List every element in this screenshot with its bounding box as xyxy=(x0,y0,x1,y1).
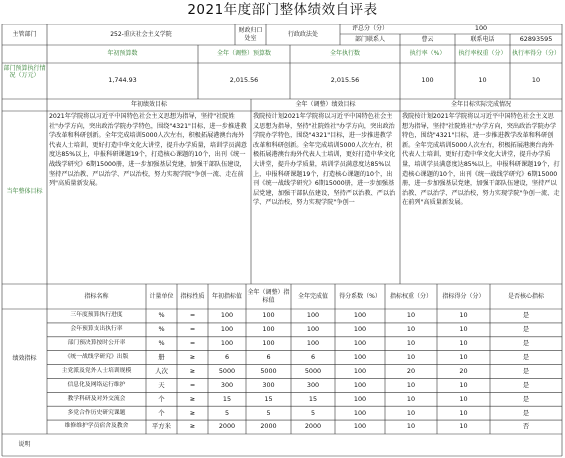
indicator-value: 100 xyxy=(306,339,320,348)
indicator-value: % xyxy=(158,311,165,320)
goals-col-header: 年初绩效目标 xyxy=(130,101,167,109)
indicator-value: 10 xyxy=(459,325,468,334)
indicator-value: 10 xyxy=(459,422,468,431)
indicator-col-header: 得分系数（%） xyxy=(339,292,381,300)
indicator-value: 10 xyxy=(459,352,468,361)
indicator-value: 300 xyxy=(262,380,275,389)
indicator-value: 100 xyxy=(306,325,320,334)
indicator-value: 300 xyxy=(220,380,234,389)
indicator-value: 100 xyxy=(220,339,234,348)
indicator-value: 100 xyxy=(353,311,367,320)
indicator-col-header: 计量单位 xyxy=(149,292,174,300)
page-title: 2021年度部门整体绩效自评表 xyxy=(187,2,378,18)
indicator-value: 10 xyxy=(459,339,468,348)
indicator-value: 100 xyxy=(353,366,367,375)
indicator-value: 是 xyxy=(522,339,530,348)
indicator-value: 2000 xyxy=(304,422,322,431)
note-label: 说明 xyxy=(18,441,31,449)
indicator-value: 100 xyxy=(353,422,367,431)
indicator-value: 册 xyxy=(158,352,165,361)
indicator-value: 2000 xyxy=(260,422,277,431)
indicator-col-header: 全年完成值 xyxy=(297,292,328,300)
indicator-name: 会年预算支出执行率 xyxy=(70,326,123,333)
indicator-value: 10 xyxy=(459,380,468,389)
indicator-value: 10 xyxy=(406,422,416,431)
indicator-value: 2000 xyxy=(218,422,236,431)
indicator-value: 5 xyxy=(310,408,316,417)
indicator-value: 6 xyxy=(266,352,271,361)
indicator-value: % xyxy=(158,325,165,334)
indicator-value: 是 xyxy=(522,408,530,417)
indicator-value: 是 xyxy=(522,394,530,403)
phone-value: 62893595 xyxy=(519,34,553,43)
indicator-value: 5000 xyxy=(260,366,277,375)
indicator-value: 100 xyxy=(353,339,367,348)
indicator-value: 是 xyxy=(522,352,530,361)
indicator-value: 15 xyxy=(222,394,232,403)
indicator-value: 10 xyxy=(406,408,416,417)
budget-col-header: 执行率得分（分） xyxy=(511,50,560,58)
indicator-value: 是 xyxy=(522,311,530,320)
budget-value: 10 xyxy=(478,76,487,85)
indicator-name: 信息化及网络运行维护 xyxy=(67,381,126,388)
indicator-value: 10 xyxy=(406,311,416,320)
indicator-value: 6 xyxy=(310,352,316,361)
indicator-value: 10 xyxy=(406,352,416,361)
indicator-value: = xyxy=(189,311,196,320)
indicator-col-header: 是否核心指标 xyxy=(507,292,544,300)
indicator-value: 10 xyxy=(406,325,416,334)
goals-text: 我院按计划2021年学院将以习近平中国特色社会主义思想为指导，坚持"社院姓社"办学方向，突出政治学院办学特色，围绕"4321"目标，进一步推进教学改革和科研创新。全年完成培训5000人次左右，积极拓展港澳台海外代表人士培训，更好打造中华文化大讲堂，提升办学质量，培训学员满意度达85%以上，申报科研课题19个，打造核心课题的10个，出刊《统一战线学研究》6期15000册，进一步加强基层党建，加强干部队伍建设，坚持严以治教、严以治学、严以治校，努力实现学院"争创一 xyxy=(253,113,396,207)
indicator-value: 100 xyxy=(353,394,367,403)
indicator-value: 10 xyxy=(459,394,468,403)
indicator-value: 天 xyxy=(158,380,165,389)
dept-label: 主管部门 xyxy=(12,30,37,38)
budget-col-header: 执行率权重（分） xyxy=(458,50,507,58)
indicator-value: 10 xyxy=(459,408,468,417)
score-value: 100 xyxy=(474,24,488,33)
budget-value: 2,015.56 xyxy=(330,76,360,85)
goals-row-label: 当年整体目标 xyxy=(6,187,43,195)
budget-value: 1,744.93 xyxy=(108,76,137,85)
indicator-value: ≥ xyxy=(189,366,196,375)
indicator-value: 100 xyxy=(353,408,367,417)
score-label: 评总分（分） xyxy=(351,25,388,33)
budget-row-label: 部门预算执行情况（万元） xyxy=(3,64,46,79)
indicator-value: 10 xyxy=(406,394,416,403)
indicators-row-label: 绩效指标 xyxy=(12,355,37,363)
indicator-value: 个 xyxy=(158,394,165,403)
indicator-value: 100 xyxy=(262,311,275,320)
budget-value: 10 xyxy=(531,76,541,85)
finance-label: 财政归口处室 xyxy=(238,27,263,42)
indicator-col-header: 指标权重（分） xyxy=(389,292,432,300)
indicator-value: 300 xyxy=(306,380,320,389)
indicator-value: 是 xyxy=(522,325,530,334)
goals-col-header: 全年目标实际完成情况 xyxy=(450,101,511,109)
indicator-value: 100 xyxy=(306,311,320,320)
indicator-value: 5 xyxy=(224,408,230,417)
indicator-value: 否 xyxy=(522,422,530,431)
goals-col-header: 全年（调整）绩效目标 xyxy=(295,101,356,109)
indicator-value: 100 xyxy=(220,325,234,334)
indicator-value: 100 xyxy=(353,380,367,389)
indicator-value: 100 xyxy=(353,352,367,361)
phone-label: 联系电话 xyxy=(470,35,495,43)
indicator-col-header: 全年（调整）指标值 xyxy=(247,289,290,304)
indicator-name: 主党派及党外人士培训规模 xyxy=(61,367,132,374)
indicator-value: 10 xyxy=(406,380,416,389)
indicator-name: 部门预决算按时公开率 xyxy=(67,340,126,347)
indicator-value: 6 xyxy=(224,352,230,361)
indicator-value: ≥ xyxy=(189,394,196,403)
indicator-value: 100 xyxy=(262,325,275,334)
budget-col-header: 全年（调整）预算数 xyxy=(216,50,271,58)
indicator-value: 10 xyxy=(459,311,468,320)
budget-col-header: 执行率（%） xyxy=(409,50,446,58)
indicator-value: 是 xyxy=(522,366,530,375)
indicator-col-header: 指标得分（分） xyxy=(442,292,485,300)
budget-value: 2,015.56 xyxy=(229,76,259,85)
indicator-col-header: 指标名称 xyxy=(84,292,109,300)
indicator-value: 5000 xyxy=(218,366,236,375)
indicator-value: 15 xyxy=(308,394,318,403)
indicator-value: = xyxy=(189,380,196,389)
finance-value: 行政政法处 xyxy=(287,30,318,38)
evaluation-table xyxy=(0,24,565,458)
indicator-value: = xyxy=(189,325,196,334)
indicator-value: 5000 xyxy=(304,366,322,375)
dept-value: 252-重庆社会主义学院 xyxy=(110,30,172,38)
contact-label: 部门联系人 xyxy=(354,35,385,43)
indicator-value: = xyxy=(189,339,196,348)
indicator-col-header: 年初指标值 xyxy=(211,292,242,300)
indicator-name: 多党合作历史研究课题 xyxy=(67,409,126,416)
budget-value: 100 xyxy=(421,76,434,85)
indicator-value: 5 xyxy=(266,408,271,417)
indicator-name: 三年度预算执行进度 xyxy=(70,312,123,319)
indicator-value: 10 xyxy=(406,339,416,348)
indicator-value: 人次 xyxy=(155,366,168,375)
indicator-value: ≥ xyxy=(189,408,196,417)
indicator-value: % xyxy=(158,339,165,348)
indicator-value: 100 xyxy=(220,311,234,320)
goals-text: 2021年学院将以习近平中国特色社会主义思想为指导，坚持"社院姓社"办学方向，突出政治学院办学特色，围绕"4321"目标，进一步推进教学改革和科研创新。全年完成培训5000人次左右，积极拓展港澳台海外代表人士培训，更好打造中华文化大讲堂，提升办学质量，培训学员满意度达85%以上，申报科研课题19个，打造核心课题的10个，出刊《统一战线学研究》6期15000册，进一步加强基层党建，加强干部队伍建设，坚持严以治教、严以治学、严以治校，努力实现学院"争创一流、走在前列"高质量新发展。 xyxy=(49,113,247,188)
indicator-value: 15 xyxy=(264,394,273,403)
budget-col-header: 全年执行数 xyxy=(329,50,360,58)
budget-col-header: 年初预算数 xyxy=(107,50,138,58)
indicator-name: 《统一战线学研究》出版 xyxy=(64,353,129,360)
indicator-value: ≥ xyxy=(189,422,196,431)
indicator-value: 是 xyxy=(522,380,530,389)
indicator-name: 维修维护学员宿舍及教舍 xyxy=(64,423,129,430)
goals-text: 我院按计划2021年学院将以习近平中国特色社会主义思想为指导，坚持"社院姓社"办学方向，突出政治学院办学特色，围绕"4321"目标，进一步推进教学改革和科研创新。全年完成培训5000人次左右，积极拓展港澳台海外代表人士培训，更好打造中华文化大讲堂，提升办学质量，培训学员满意度达85%以上，申报科研课题19个，打造核心课题的10个，出刊《统一战线学研究》6期15000册，进一步加强基层党建，加强干部队伍建设，坚持严以治教、严以治学、严以治校，努力实现学院"争创一流、走在前列"高质量新发展。 xyxy=(402,113,560,207)
indicator-value: 100 xyxy=(262,339,275,348)
indicator-value: 20 xyxy=(406,366,416,375)
indicator-col-header: 指标性质 xyxy=(180,292,205,300)
indicator-value: 20 xyxy=(459,366,468,375)
indicator-value: 平方米 xyxy=(151,422,172,431)
indicator-value: 100 xyxy=(353,325,367,334)
indicator-name: 教学科研及对外交流会 xyxy=(67,395,126,402)
contact-value: 曹云 xyxy=(421,35,434,43)
indicator-value: ≥ xyxy=(189,352,196,361)
indicator-value: 个 xyxy=(158,408,165,417)
